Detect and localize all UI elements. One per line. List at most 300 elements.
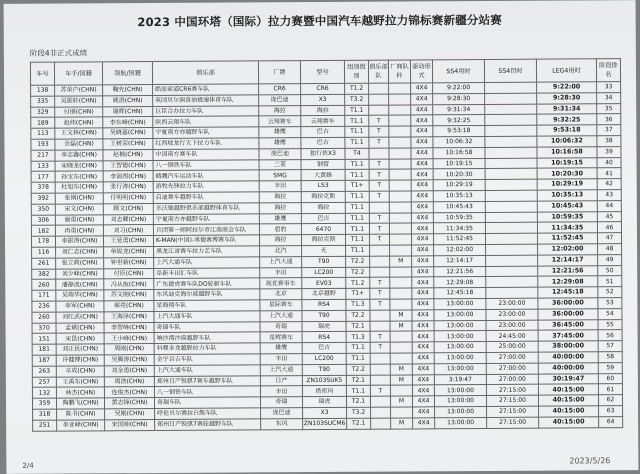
stage-rank-cell: 49 <box>598 254 622 265</box>
club-team-cell: T <box>369 126 389 137</box>
ss4-time-cell: 13:00:00 <box>434 320 486 331</box>
brand-cell: 海拉 <box>259 192 301 203</box>
drive-cell: 4X4 <box>411 94 433 105</box>
class-cell: T1.2 <box>346 278 370 289</box>
ss4-penalty-cell <box>486 277 538 288</box>
ss4-penalty-cell <box>485 233 537 244</box>
club-cell: 英国贝尔润普油极速体育车队 <box>153 95 259 106</box>
stage-rank-cell: 46 <box>597 222 621 233</box>
class-cell: T1.3 <box>346 299 370 310</box>
car-number-cell: 335 <box>31 96 55 107</box>
leg4-time-cell: 9:32:25 <box>537 114 597 125</box>
manufacturer-team-cell <box>390 288 412 299</box>
brand-cell: 现优赛事车 <box>260 278 302 289</box>
ss4-time-cell: 10:20:30 <box>433 169 485 180</box>
ss4-time-cell: 10:16:58 <box>433 147 485 158</box>
club-team-cell <box>370 245 390 256</box>
driver-cell: 林杰(CHN) <box>56 387 104 398</box>
club-team-cell <box>371 407 391 418</box>
stage-rank-cell: 54 <box>598 308 622 319</box>
class-cell: T1.1 <box>345 105 369 116</box>
manufacturer-team-cell <box>389 94 411 105</box>
manufacturer-team-cell: M <box>390 374 412 385</box>
car-number-cell: 263 <box>32 366 56 377</box>
brand-cell: 奇瑞 <box>260 321 302 332</box>
drive-cell: 4X4 <box>411 234 433 245</box>
table-body <box>31 82 623 431</box>
drive-cell: 4X4 <box>413 407 435 418</box>
model-cell: RS4 <box>302 299 346 310</box>
stage-rank-cell: 59 <box>598 362 622 373</box>
drive-cell: 4X4 <box>411 126 433 137</box>
brand-cell: CR6 <box>259 84 301 95</box>
model-cell: 6470 <box>301 224 345 235</box>
stage-rank-cell: 37 <box>597 125 621 136</box>
manufacturer-team-cell <box>389 148 411 159</box>
ss4-penalty-cell <box>485 179 537 190</box>
stage-rank-cell: 43 <box>597 190 621 201</box>
manufacturer-team-cell <box>389 213 411 224</box>
car-number-cell: 177 <box>31 171 55 182</box>
model-cell: T90 <box>302 310 346 321</box>
car-number-cell: 193 <box>31 139 55 150</box>
ss4-penalty-cell <box>485 104 537 115</box>
club-cell: 上汽大通车队 <box>154 365 260 376</box>
model-cell: 云翔赛车 <box>301 116 345 127</box>
manufacturer-team-cell <box>389 83 411 94</box>
stage-rank-cell: 52 <box>598 287 622 298</box>
brand-cell: 雄鹰 <box>259 213 301 224</box>
column-header: 俱乐部 <box>152 61 258 85</box>
co-driver-cell: 王树荣(CHN) <box>103 139 153 150</box>
club-team-cell: T <box>369 213 389 224</box>
class-cell: T1.2 <box>345 83 369 94</box>
driver-cell: 金磊(CHN) <box>55 139 103 150</box>
class-cell: T4 <box>345 148 369 159</box>
club-team-cell <box>370 353 390 364</box>
driver-cell: 李志鑫(CHN) <box>55 150 103 161</box>
leg4-time-cell: 9:31:34 <box>537 103 597 114</box>
ss4-time-cell: 9:22:00 <box>433 82 485 93</box>
manufacturer-team-cell <box>389 159 411 170</box>
drive-cell: 4X4 <box>411 202 433 213</box>
drive-cell: 4X4 <box>411 83 433 94</box>
stage-rank-cell: 33 <box>597 82 621 93</box>
club-cell: 八一钢铁车队 <box>153 159 259 170</box>
drive-cell: 4X4 <box>411 180 433 191</box>
leg4-time-cell: 11:52:45 <box>537 233 597 244</box>
co-driver-cell: 张行涛(CHN) <box>103 182 153 193</box>
ss4-penalty-cell <box>485 93 537 104</box>
class-cell: T1.1 <box>345 170 369 181</box>
stage-rank-cell: 48 <box>598 244 622 255</box>
model-cell: 海拉克斯 <box>301 191 345 202</box>
leg4-time-cell: 40:00:00 <box>538 363 598 374</box>
manufacturer-team-cell <box>389 223 411 234</box>
brand-cell: SMG <box>259 170 301 181</box>
co-driver-cell: 连俊杰(CHN) <box>104 387 154 398</box>
manufacturer-team-cell <box>389 191 411 202</box>
driver-cell: 刘正民(CHN) <box>56 344 104 355</box>
ss4-penalty-cell <box>485 201 537 212</box>
car-number-cell: 132 <box>32 387 56 398</box>
class-cell: T1.3 <box>346 332 370 343</box>
ss4-penalty-cell: 25:00:00 <box>486 341 538 352</box>
class-cell: T1.1 <box>346 386 370 397</box>
manufacturer-team-cell <box>390 342 412 353</box>
car-number-cell: 260 <box>32 279 56 290</box>
club-team-cell: T <box>369 169 389 180</box>
car-number-cell: 133 <box>31 161 55 172</box>
club-cell: 启迪赛车越野车队 <box>153 192 259 203</box>
ss4-time-cell: 12:02:00 <box>434 244 486 255</box>
stage-rank-cell: 51 <box>598 276 622 287</box>
model-cell: ZN103SUK5 <box>302 375 346 386</box>
car-number-cell: 359 <box>32 398 56 409</box>
club-cell: 宁夏南方亦越野车队 <box>153 213 259 224</box>
class-cell: T2.2 <box>346 256 370 267</box>
model-cell: LC200 <box>302 267 346 278</box>
ss4-time-cell: 11:34:35 <box>433 223 485 234</box>
co-driver-cell: 谢晖(CHN) <box>103 106 153 117</box>
brand-cell: 海拉 <box>259 202 301 213</box>
manufacturer-team-cell <box>390 266 412 277</box>
car-number-cell: 392 <box>31 193 55 204</box>
ss4-time-cell: 10:59:35 <box>433 212 485 223</box>
ss4-penalty-cell <box>485 115 537 126</box>
ss4-time-cell: 11:52:45 <box>433 234 485 245</box>
driver-cell: 吴振轩(CHN) <box>55 96 103 107</box>
leg4-time-cell: 40:15:00 <box>539 406 599 417</box>
ss4-time-cell: 10:19:15 <box>433 158 485 169</box>
ss4-penalty-cell <box>486 287 538 298</box>
club-team-cell: T <box>370 385 390 396</box>
club-team-cell: T <box>370 331 390 342</box>
leg4-time-cell: 40:00:00 <box>538 352 598 363</box>
leg4-time-cell: 40:15:00 <box>539 417 599 428</box>
column-header: 俱乐部队 <box>368 60 388 83</box>
ss4-penalty-cell <box>485 82 537 93</box>
model-cell: 巴吉 <box>302 342 346 353</box>
club-team-cell: T <box>369 180 389 191</box>
club-team-cell: T <box>369 137 389 148</box>
car-number-cell: 378 <box>31 182 55 193</box>
results-table <box>30 58 623 431</box>
co-driver-cell: 钟世新(CHN) <box>104 257 154 268</box>
drive-cell: 4X4 <box>411 104 433 115</box>
ss4-penalty-cell <box>485 169 537 180</box>
leg4-time-cell: 12:14:17 <box>538 255 598 266</box>
model-cell: ZN103SUCM6 <box>303 418 347 429</box>
leg4-time-cell: 9:53:18 <box>537 125 597 136</box>
ss4-penalty-cell: 27:00:00 <box>486 363 538 374</box>
class-cell: T1+ <box>346 288 370 299</box>
column-header: 领航/国籍 <box>102 62 152 85</box>
stage-rank-cell: 36 <box>597 114 621 125</box>
ss4-time-cell: 12:29:08 <box>434 277 486 288</box>
class-cell: T2.1 <box>346 321 370 332</box>
club-cell: 巨臣合办拉力车队 <box>153 105 259 116</box>
drive-cell: 4X4 <box>411 158 433 169</box>
brand-cell: 星辉赛车 <box>260 332 302 343</box>
leg4-time-cell: 12:02:00 <box>538 244 598 255</box>
co-driver-cell: 周刚(CHN) <box>104 344 154 355</box>
manufacturer-team-cell <box>389 234 411 245</box>
stage-rank-cell: 39 <box>597 146 621 157</box>
driver-cell: 李振涛(CHN) <box>55 236 103 247</box>
column-header: 车手/国籍 <box>54 62 102 85</box>
model-cell: CR6 <box>301 83 345 94</box>
photo-date-stamp: 2023/5/26 <box>569 456 611 466</box>
car-number-cell: 251 <box>33 420 57 431</box>
brand-cell: 丰田 <box>259 181 301 192</box>
class-cell: T1.1 <box>346 245 370 256</box>
leg4-time-cell: 12:45:18 <box>538 287 598 298</box>
class-cell: T2.1 <box>346 375 370 386</box>
brand-cell: 雄鹰 <box>259 127 301 138</box>
brand-cell: 海拉 <box>259 105 301 116</box>
driver-cell: 苏荣户(CHN) <box>55 85 103 96</box>
club-team-cell: T <box>370 277 390 288</box>
leg4-time-cell: 10:29:19 <box>537 179 597 190</box>
car-number-cell: 382 <box>32 269 56 280</box>
car-number-cell: 236 <box>32 301 56 312</box>
ss4-penalty-cell: 27:00:00 <box>486 374 538 385</box>
co-driver-cell: 李东峰(CHN) <box>103 117 153 128</box>
driver-cell: 宋晓龙(CHN) <box>55 160 103 171</box>
ss4-time-cell: 13:00:00 <box>434 352 486 363</box>
model-cell: 巴吉 <box>301 137 345 148</box>
manufacturer-team-cell <box>390 385 412 396</box>
ss4-penalty-cell: 27:15:00 <box>487 417 539 428</box>
club-cell: 郑州日产锐骐7赛车越野车队 <box>154 375 260 386</box>
drive-cell: 4X4 <box>411 148 433 159</box>
co-driver-cell: 宋国帅(CHN) <box>105 419 155 430</box>
drive-cell: 4X4 <box>411 191 433 202</box>
club-team-cell: T <box>370 299 390 310</box>
leg4-time-cell: 37:45:00 <box>538 330 598 341</box>
leg4-time-cell: 30:19:47 <box>538 373 598 384</box>
leg4-time-cell: 10:19:15 <box>537 157 597 168</box>
document-sheet <box>4 0 639 474</box>
driver-cell: 刘少峰(CHN) <box>56 268 104 279</box>
car-number-cell: 116 <box>32 247 56 258</box>
drive-cell: 4X4 <box>412 299 434 310</box>
club-cell: 星海翔车队 <box>154 300 260 311</box>
club-cell: 红西坡龙行天下拉力车队 <box>153 138 259 149</box>
driver-cell: 冉勇(CHN) <box>55 225 103 236</box>
ss4-penalty-cell: 23:00:00 <box>486 298 538 309</box>
ss4-penalty-cell <box>485 125 537 136</box>
car-number-cell: 182 <box>31 225 55 236</box>
manufacturer-team-cell <box>389 115 411 126</box>
drive-cell: 4X4 <box>412 396 434 407</box>
leg4-time-cell: 9:22:00 <box>537 82 597 93</box>
model-cell: LC200 <box>302 353 346 364</box>
stage-rank-cell: 38 <box>597 136 621 147</box>
ss4-time-cell: 13:00:00 <box>435 406 487 417</box>
drive-cell: 4X4 <box>412 266 434 277</box>
car-number-cell: 350 <box>31 204 55 215</box>
stage-rank-cell: 50 <box>598 265 622 276</box>
brand-cell: 丰田 <box>260 354 302 365</box>
model-cell: 瑞虎 <box>302 321 346 332</box>
stage-rank-cell: 60 <box>598 373 622 384</box>
drive-cell: 4X4 <box>413 418 435 429</box>
leg4-time-cell: 10:20:30 <box>537 168 597 179</box>
model-cell: 无 <box>302 245 346 256</box>
leg4-time-cell: 36:45:00 <box>538 319 598 330</box>
manufacturer-team-cell <box>391 407 413 418</box>
drive-cell: 4X4 <box>412 353 434 364</box>
driver-cell: 刘仁志(CHN) <box>56 247 104 258</box>
model-cell: RS4 <box>302 332 346 343</box>
ss4-time-cell: 10:29:19 <box>433 180 485 191</box>
leg4-time-cell: 10:16:58 <box>537 147 597 158</box>
brand-cell: 东风 <box>261 418 303 429</box>
co-driver-cell: 顾文(CHN) <box>103 203 153 214</box>
model-cell: 瑞虎 <box>302 396 346 407</box>
club-cell: 广东捷虎赛车队DO轮驱车队 <box>154 278 260 289</box>
co-driver-cell: 姚滔(CHN) <box>103 95 153 106</box>
ss4-penalty-cell: 23:00:00 <box>486 309 538 320</box>
leg4-time-cell: 40:15:00 <box>538 395 598 406</box>
class-cell: T2.1 <box>347 418 371 429</box>
class-cell: T1.1 <box>345 191 369 202</box>
model-cell: X3 <box>303 407 347 418</box>
drive-cell: 4X4 <box>411 223 433 234</box>
drive-cell: 4X4 <box>412 374 434 385</box>
stage-rank-cell: 44 <box>597 200 621 211</box>
model-cell: 巴吉 <box>301 127 345 138</box>
ss4-penalty-cell <box>485 158 537 169</box>
manufacturer-team-cell <box>389 180 411 191</box>
driver-cell: 潘静波(CHN) <box>56 279 104 290</box>
stage-rank-cell: 63 <box>599 406 623 417</box>
leg4-time-cell: 12:29:08 <box>538 276 598 287</box>
driver-cell: 陶鹏飞(CHN) <box>56 398 104 409</box>
class-cell: T2.2 <box>346 364 370 375</box>
drive-cell: 4X4 <box>412 245 434 256</box>
club-team-cell: T <box>370 288 390 299</box>
club-cell: 中国南方赛车队 <box>153 149 259 160</box>
ss4-penalty-cell <box>486 266 538 277</box>
drive-cell: 4X4 <box>411 212 433 223</box>
club-team-cell: T <box>369 159 389 170</box>
stage-rank-cell: 62 <box>598 395 622 406</box>
driver-cell: 孟斌(CHN) <box>56 322 104 333</box>
club-cell: 响沙湾沙漠越野车队 <box>154 332 260 343</box>
car-number-cell: 329 <box>31 107 55 118</box>
column-header: 型号 <box>300 60 344 83</box>
drive-cell: 4X4 <box>412 364 434 375</box>
manufacturer-team-cell <box>390 277 412 288</box>
club-team-cell <box>370 364 390 375</box>
ss4-time-cell: 13:00:00 <box>434 309 486 320</box>
car-number-cell: 171 <box>32 290 56 301</box>
leg4-time-cell: 10:59:35 <box>537 211 597 222</box>
club-team-cell <box>369 148 389 159</box>
co-driver-cell: 郝亮(CHN) <box>104 300 154 311</box>
class-cell: T1.1 <box>345 159 369 170</box>
driver-cell: 宋昆(CHN) <box>56 333 104 344</box>
driver-cell: 孙宝东(CHN) <box>55 171 103 182</box>
car-number-cell: 257 <box>32 377 56 388</box>
club-team-cell <box>369 105 389 116</box>
brand-cell: 日产 <box>260 375 302 386</box>
brand-cell: 云翔赛车 <box>259 116 301 127</box>
manufacturer-team-cell <box>389 105 411 116</box>
ss4-penalty-cell: 27:15:00 <box>486 395 538 406</box>
stage-rank-cell: 57 <box>598 341 622 352</box>
club-cell: 奇瑞车队 <box>154 321 260 332</box>
class-cell: T2.1 <box>346 396 370 407</box>
leg4-time-cell: 12:21:56 <box>538 265 598 276</box>
leg4-time-cell: 11:34:35 <box>537 222 597 233</box>
drive-cell: 4X4 <box>412 385 434 396</box>
driver-cell: 杜旭东(CHN) <box>55 182 103 193</box>
brand-cell: 北汽 <box>260 246 302 257</box>
co-driver-cell: 王延勇(CHN) <box>103 236 153 247</box>
ss4-penalty-cell <box>485 223 537 234</box>
ss4-penalty-cell <box>485 147 537 158</box>
driver-cell: 吴瑞华(CHN) <box>56 290 104 301</box>
club-cell: 科穆多龙越野拉力车队 <box>154 343 260 354</box>
car-number-cell: 370 <box>32 323 56 334</box>
ss4-time-cell: 13:00:00 <box>434 385 486 396</box>
ss4-penalty-cell: 24:45:00 <box>486 331 538 342</box>
ss4-time-cell: 10:35:13 <box>433 190 485 201</box>
ss4-time-cell: 9:32:25 <box>433 115 485 126</box>
brand-cell: 丰田 <box>260 386 302 397</box>
club-cell: 鹤魏汽车运动车队 <box>153 170 259 181</box>
ss4-time-cell: 9:53:18 <box>433 126 485 137</box>
ss4-time-cell: 13:00:00 <box>435 417 487 428</box>
brand-cell: 星际赛车 <box>260 300 302 311</box>
stage-rank-cell: 34 <box>597 92 621 103</box>
brand-cell: 海拉 <box>259 235 301 246</box>
club-cell: 陕西云翔车队 <box>153 116 259 127</box>
driver-cell: 谢勇(CHN) <box>55 214 103 225</box>
column-header: LEG4用时 <box>536 59 596 82</box>
manufacturer-team-cell: M <box>390 256 412 267</box>
manufacturer-team-cell <box>390 331 412 342</box>
club-team-cell <box>370 321 390 332</box>
brand-cell: 雄鹰 <box>260 343 302 354</box>
model-cell: 巴吉 <box>301 213 345 224</box>
club-team-cell <box>370 396 390 407</box>
co-driver-cell: 刘金勇(CHN) <box>104 365 154 376</box>
ss4-penalty-cell <box>485 136 537 147</box>
ss4-time-cell: 10:45:43 <box>433 201 485 212</box>
club-cell: 呼伦贝尔赛拉白熊车队 <box>155 408 261 419</box>
manufacturer-team-cell <box>390 353 412 364</box>
stage-rank-cell: 41 <box>597 168 621 179</box>
class-cell: T1.1 <box>346 353 370 364</box>
brand-cell: 雄鹰 <box>259 138 301 149</box>
class-cell: T1.1 <box>345 224 369 235</box>
club-team-cell <box>370 267 390 278</box>
club-team-cell: T <box>369 115 389 126</box>
club-team-cell <box>370 375 390 386</box>
ss4-time-cell: 12:21:56 <box>434 266 486 277</box>
class-cell: T1.1 <box>346 342 370 353</box>
drive-cell: 4X4 <box>411 169 433 180</box>
driver-cell: 辛成(CHN) <box>56 366 104 377</box>
brand-cell: 丰田 <box>260 267 302 278</box>
brand-cell: 上汽大通 <box>260 310 302 321</box>
model-cell: 大黄蜂 <box>301 170 345 181</box>
